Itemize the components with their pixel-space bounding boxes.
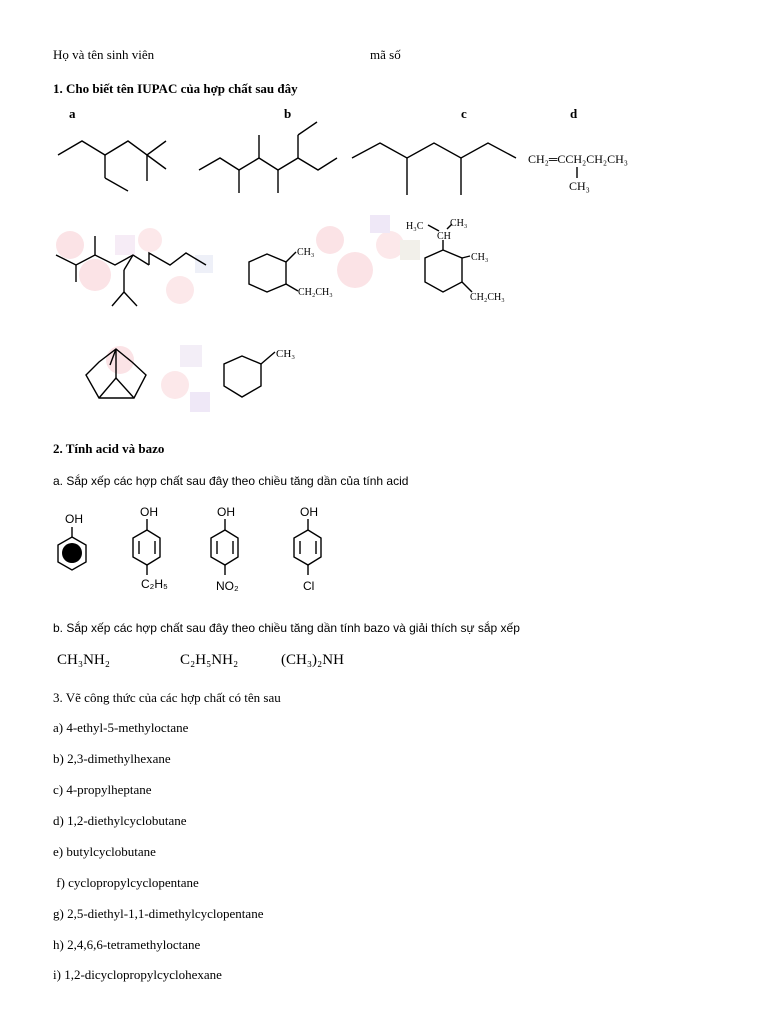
q3-item: h) 2,4,6,6-tetramethyloctane xyxy=(53,937,201,952)
amine-ethylamine: C₂H₅NH₂ xyxy=(180,652,239,668)
q3-title: 3. Vẽ công thức của các hợp chất có tên sau xyxy=(53,690,281,705)
q3-item: f) cyclopropylcyclopentane xyxy=(53,875,199,890)
q3-item: e) butylcyclobutane xyxy=(53,844,156,859)
q2-title: 2. Tính acid và bazo xyxy=(53,441,165,456)
chlorophenol-substituent: Cl xyxy=(303,579,315,593)
q3-item: i) 1,2-dicyclopropylcyclohexane xyxy=(53,967,222,982)
q1-label-a: a xyxy=(69,106,76,121)
q3-item: c) 4-propylheptane xyxy=(53,782,152,797)
q3-item: g) 2,5-diethyl-1,1-dimethylcyclopentane xyxy=(53,906,264,921)
phenol-oh: OH xyxy=(65,512,83,526)
structure-g-h3c: H₃C xyxy=(406,221,424,232)
structure-g-ethyl: CH₂CH₃ xyxy=(470,292,505,303)
structure-f-ch3: CH₃ xyxy=(297,247,315,258)
structure-g-ch3-top: CH₃ xyxy=(450,218,468,229)
amine-methylamine: CH₃NH₂ xyxy=(57,652,110,668)
ethylphenol-substituent: C₂H₅ xyxy=(141,577,168,591)
q2-a-text: a. Sắp xếp các hợp chất sau đây theo chiều tăng dần của tính acid xyxy=(53,474,409,488)
q1-label-c: c xyxy=(461,106,467,121)
structure-i-ch3: CH₃ xyxy=(276,348,296,360)
structure-g-ch: CH xyxy=(437,231,451,242)
amine-dimethylamine: (CH₃)₂NH xyxy=(281,652,344,668)
nitrophenol-substituent: NO₂ xyxy=(216,579,239,593)
chlorophenol-oh: OH xyxy=(300,505,318,519)
q3-item: d) 1,2-diethylcyclobutane xyxy=(53,813,187,828)
student-name-label: Họ và tên sinh viên xyxy=(53,47,155,62)
structure-d-branch: CH₃ xyxy=(569,179,590,193)
nitrophenol-oh: OH xyxy=(217,505,235,519)
q3-item: a) 4-ethyl-5-methyloctane xyxy=(53,720,189,735)
structure-g-ch3-ring: CH₃ xyxy=(471,252,489,263)
q1-title: 1. Cho biết tên IUPAC của hợp chất sau đây xyxy=(53,81,298,96)
structure-d-formula: CH₂═CCH₂CH₂CH₃ xyxy=(528,152,628,166)
q1-label-d: d xyxy=(570,106,578,121)
q1-label-b: b xyxy=(284,106,292,121)
q2-b-text: b. Sắp xếp các hợp chất sau đây theo chiều tăng dần tính bazo và giải thích sự sắp xếp xyxy=(53,621,520,635)
q3-item: b) 2,3-dimethylhexane xyxy=(53,751,171,766)
structure-f-ethyl: CH₂CH₃ xyxy=(298,287,333,298)
student-id-label: mã số xyxy=(370,47,401,62)
ethylphenol-oh: OH xyxy=(140,505,158,519)
